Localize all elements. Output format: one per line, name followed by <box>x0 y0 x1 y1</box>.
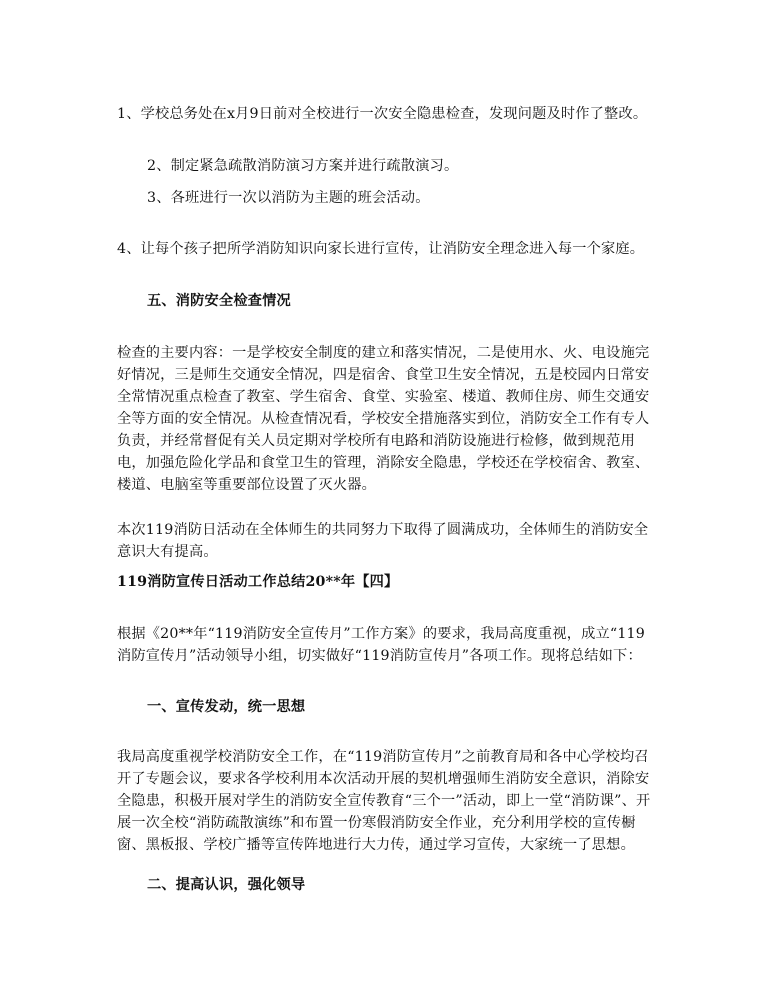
list-item-1: 1、学校总务处在x月9日前对全校进行一次安全隐患检查，发现问题及时作了整改。 <box>117 106 648 122</box>
list-item-3: 3、各班进行一次以消防为主题的班会活动。 <box>147 190 430 206</box>
document-title: 119消防宣传日活动工作总结20**年【四】 <box>117 574 399 590</box>
list-item-2: 2、制定紧急疏散消防演习方案并进行疏散演习。 <box>147 158 459 174</box>
intro-paragraph: 根据《20**年“119消防安全宣传月”工作方案》的要求，我局高度重视，成立“119消防宣传月”活动领导小组，切实做好“119消防宣传月”各项工作。现将总结如下： <box>117 626 645 664</box>
summary-paragraph: 本次119消防日活动在全体师生的共同努力下取得了圆满成功，全体师生的消防安全意识大有提高。 <box>117 522 649 560</box>
section-heading-5: 五、消防安全检查情况 <box>147 293 291 309</box>
list-item-4: 4、让每个孩子把所学消防知识向家长进行宣传，让消防安全理念进入每一个家庭。 <box>117 241 645 257</box>
section-heading-1: 一、宣传发动，统一思想 <box>147 699 306 715</box>
inspection-paragraph: 检查的主要内容：一是学校安全制度的建立和落实情况，二是使用水、火、电设施完好情况，三是师生交通安全情况，四是宿舍、食堂卫生安全情况，五是校园内日常安全常情况重点检查了教室、学生宿舍、食堂、实验室、楼道、教师住房、师生交通安全等方面的安全情况。从检查情况看，学校安全措施落实到位，消防安全工作有专人负责，并经常督促有关人员定期对学校所有电路和消防设施进行检修，做到规范用电，加强危险化学品和食堂卫生的管理，消除安全隐患，学校还在学校宿舍、教室、楼道、电脑室等重要部位设置了灭火器。 <box>117 345 650 493</box>
section-heading-2: 二、提高认识，强化领导 <box>147 877 306 893</box>
publicity-paragraph: 我局高度重视学校消防安全工作，在“119消防宣传月”之前教育局和各中心学校均召开了专题会议，要求各学校利用本次活动开展的契机增强师生消防安全意识，消除安全隐患，积极开展对学生的消防安全宣传教育“三个一”活动，即上一堂“消防课”、开展一次全校“消防疏散演练”和布置一份寒假消防安全作业，充分利用学校的宣传橱窗、黑板报、学校广播等宣传阵地进行大力传，通过学习宣传，大家统一了思想。 <box>117 749 651 853</box>
